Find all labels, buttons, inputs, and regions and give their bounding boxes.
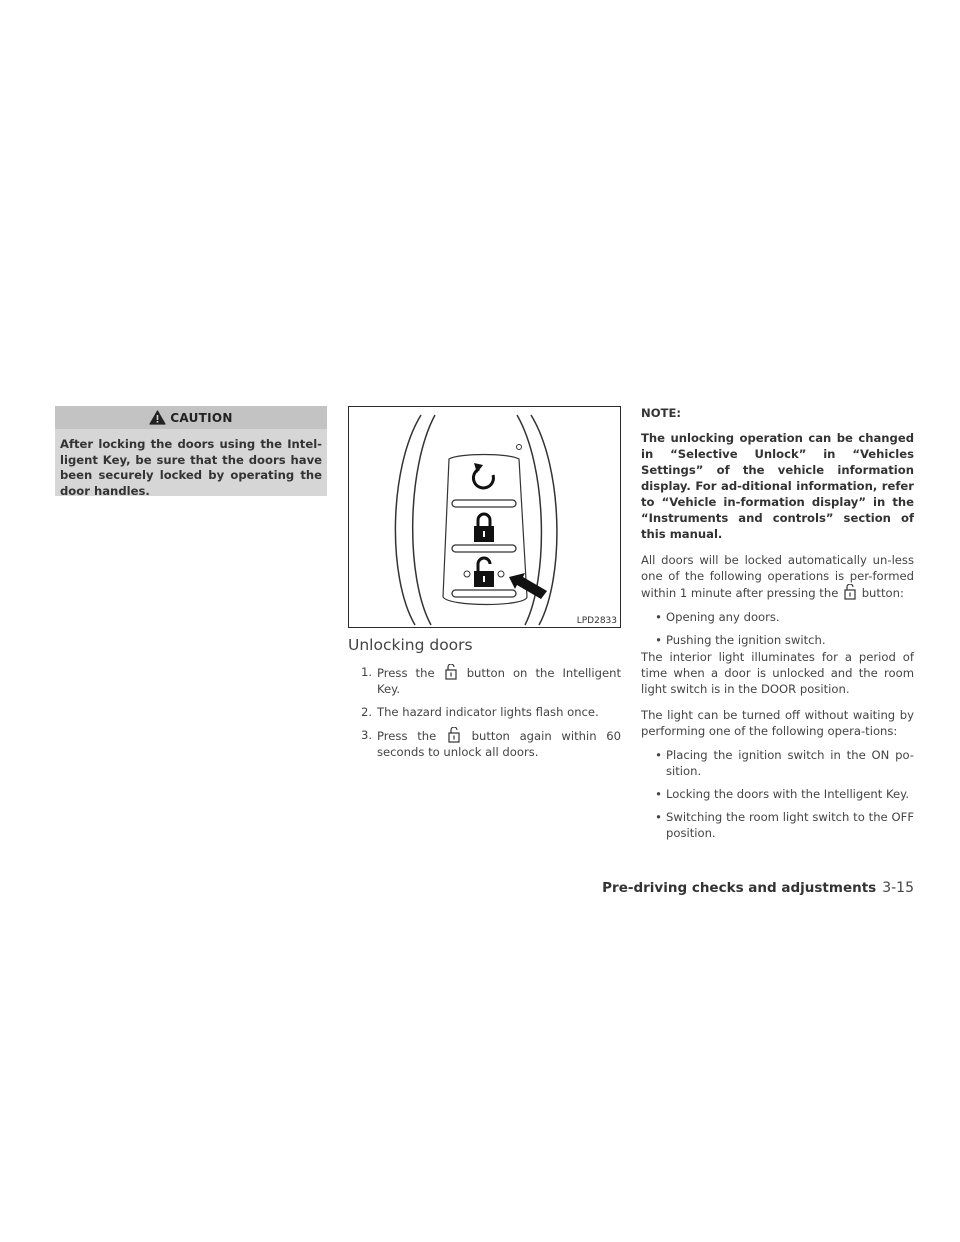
unlock-button-icon xyxy=(445,664,457,680)
unlock-button-icon xyxy=(448,727,460,743)
caution-text: After locking the doors using the Intel-ligent Key, be sure that the doors have been securely locked by operating the door handles. xyxy=(60,437,322,498)
list-item: • Opening any doors. xyxy=(655,610,780,624)
step-number: 3. xyxy=(360,728,372,742)
intelligent-key-illustration xyxy=(349,407,620,627)
step-number: 2. xyxy=(360,705,372,719)
list-item: • Placing the ignition switch in the ON po-sition. xyxy=(655,748,914,778)
caution-header xyxy=(55,406,327,429)
right-column xyxy=(641,406,914,848)
step-1 xyxy=(348,664,621,697)
list-item: • Pushing the ignition switch. xyxy=(655,633,826,647)
unlock-button-icon xyxy=(844,584,856,600)
intelligent-key-figure xyxy=(348,406,621,628)
note-heading: NOTE: xyxy=(641,406,682,420)
step-text: The hazard indicator lights flash once. xyxy=(377,705,599,719)
auto-lock-paragraph: All doors will be locked automatically un-less one of the following operations is per-formed within 1 minute after pressing the button: xyxy=(641,553,914,600)
left-column xyxy=(55,406,327,496)
middle-column xyxy=(348,406,621,767)
unlock-steps xyxy=(348,664,621,760)
auto-lock-bullets xyxy=(641,609,914,648)
page-footer xyxy=(602,880,914,896)
step-number: 1. xyxy=(360,665,372,679)
step-text: Press the button on the Intelligent Key. xyxy=(377,666,622,696)
footer-section-title: Pre-driving checks and adjustments xyxy=(602,880,877,896)
turn-off-bullets xyxy=(641,747,914,841)
note-body: The unlocking operation can be changed in “Selective Unlock” in “Vehicles Settings” of the vehicle information display. For ad-ditional information, refer to “Vehicle in-formation display” in the “Instruments and controls” section of this manual. xyxy=(641,431,914,541)
caution-box xyxy=(55,406,327,496)
page-number: 3-15 xyxy=(882,880,914,896)
turn-off-paragraph: The light can be turned off without waiting by performing one of the following opera-tions: xyxy=(641,708,914,738)
caution-title: CAUTION xyxy=(170,410,233,425)
step-text: Press the button again within 60 seconds to unlock all doors. xyxy=(377,729,622,759)
list-item: • Switching the room light switch to the OFF position. xyxy=(655,810,914,840)
warning-icon xyxy=(149,410,166,425)
interior-light-paragraph: The interior light illuminates for a period of time when a door is unlocked and the room light switch is in the DOOR position. xyxy=(641,650,914,696)
section-title: Unlocking doors xyxy=(348,636,473,654)
list-item: • Locking the doors with the Intelligent Key. xyxy=(655,787,910,801)
step-2 xyxy=(348,704,621,720)
step-3 xyxy=(348,727,621,760)
figure-label: LPD2833 xyxy=(576,616,617,626)
